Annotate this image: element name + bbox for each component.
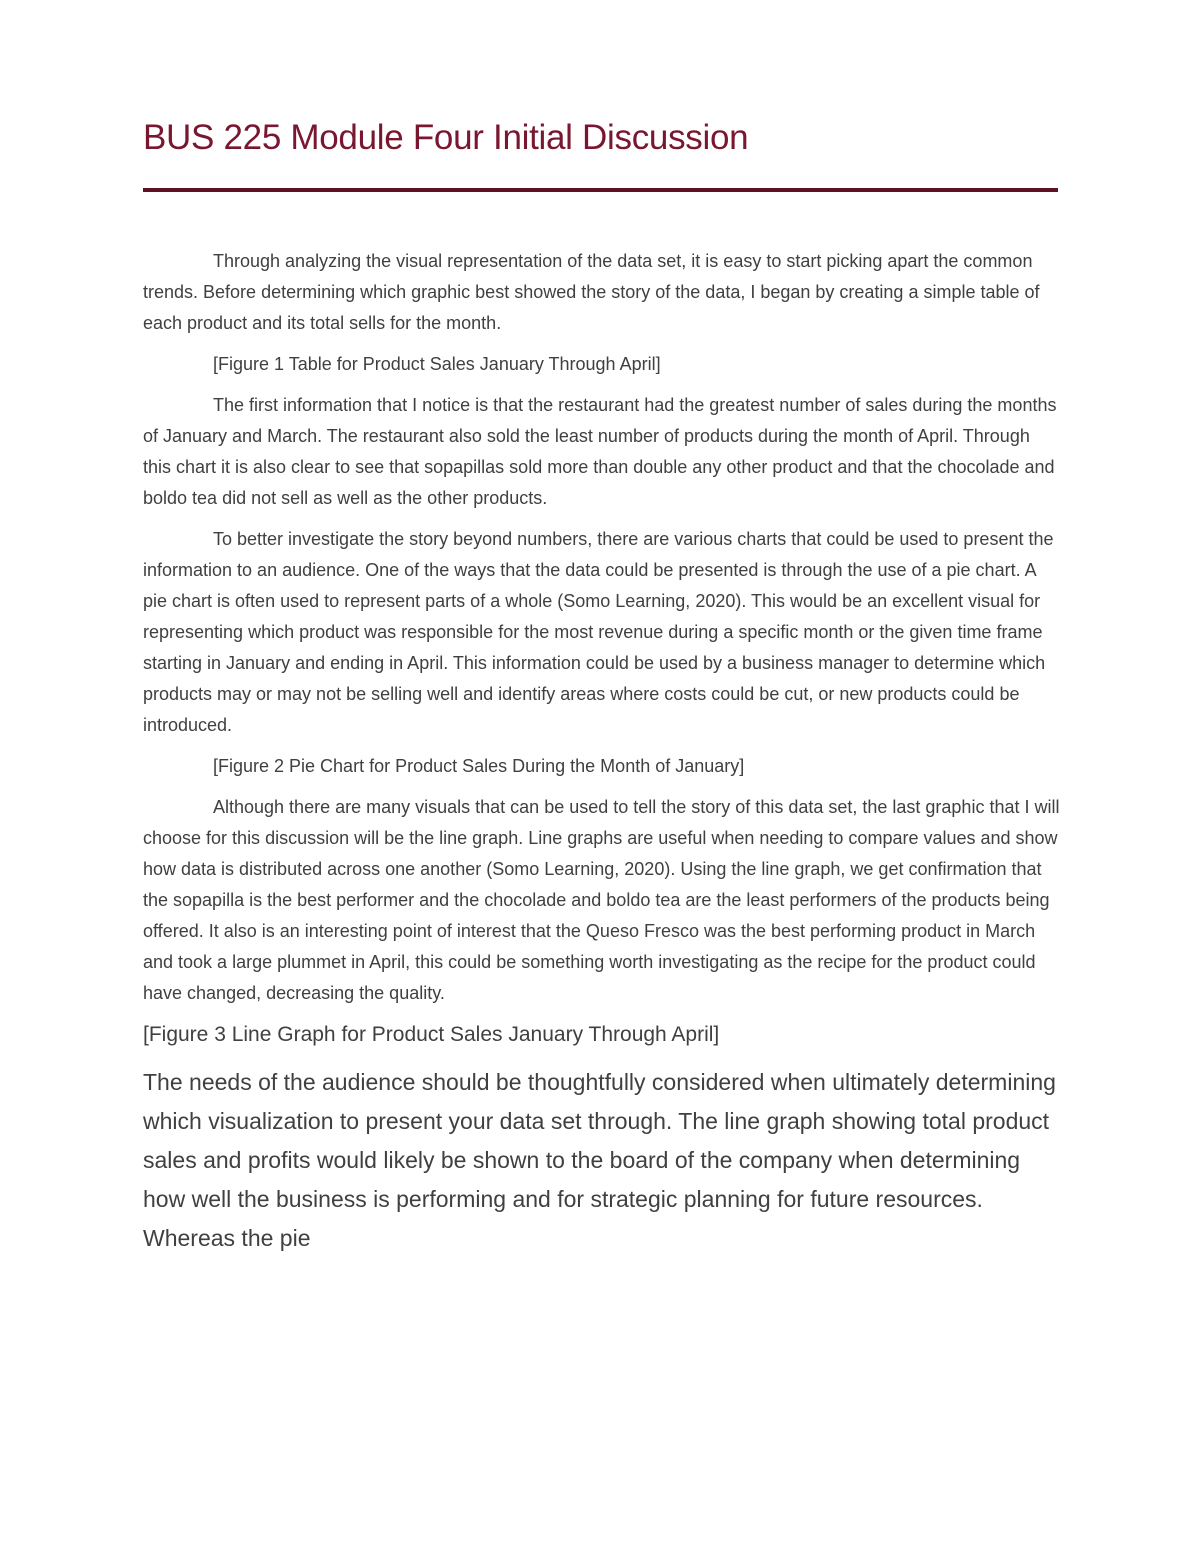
title-divider: [143, 188, 1058, 192]
document-body: [143, 246, 1061, 1258]
figure-3-caption: [Figure 3 Line Graph for Product Sales January Through April]: [143, 1023, 720, 1046]
figure-1-caption: [Figure 1 Table for Product Sales January Through April]: [213, 354, 661, 374]
paragraph-audience: The needs of the audience should be thoughtfully considered when ultimately determining which visualization to present your data set through. The line graph showing total product sales and profits would likely be shown to the board of the company when determining how well the business is performing and for strategic planning for future resources. Whereas the pie: [143, 1069, 1056, 1251]
paragraph-intro: Through analyzing the visual representation of the data set, it is easy to start picking apart the common trends. Before determining which graphic best showed the story of the data, I began by creating a simple table of each product and its total sells for the month.: [143, 251, 1040, 333]
paragraph-table-analysis: The first information that I notice is that the restaurant had the greatest number of sales during the months of January and March. The restaurant also sold the least number of products during the month of April. Through this chart it is also clear to see that sopapillas sold more than double any other product and that the chocolade and boldo tea did not sell as well as the other products.: [143, 395, 1057, 508]
paragraph-line-graph: Although there are many visuals that can be used to tell the story of this data set, the last graphic that I will choose for this discussion will be the line graph. Line graphs are useful when needing to compare values and show how data is distributed across one another (Somo Learning, 2020). Using the line graph, we get confirmation that the sopapilla is the best performer and the chocolade and boldo tea are the least performers of the products being offered. It also is an interesting point of interest that the Queso Fresco was the best performing product in March and took a large plummet in April, this could be something worth investigating as the recipe for the product could have changed, decreasing the quality.: [143, 797, 1060, 1003]
paragraph-pie-chart: To better investigate the story beyond numbers, there are various charts that could be used to present the information to an audience. One of the ways that the data could be presented is through the use of a pie chart. A pie chart is often used to represent parts of a whole (Somo Learning, 2020). This would be an excellent visual for representing which product was responsible for the most revenue during a specific month or the given time frame starting in January and ending in April. This information could be used by a business manager to determine which products may or may not be selling well and identify areas where costs could be cut, or new products could be introduced.: [143, 529, 1054, 735]
document-title: BUS 225 Module Four Initial Discussion: [143, 118, 749, 157]
figure-2-caption: [Figure 2 Pie Chart for Product Sales During the Month of January]: [213, 756, 745, 776]
